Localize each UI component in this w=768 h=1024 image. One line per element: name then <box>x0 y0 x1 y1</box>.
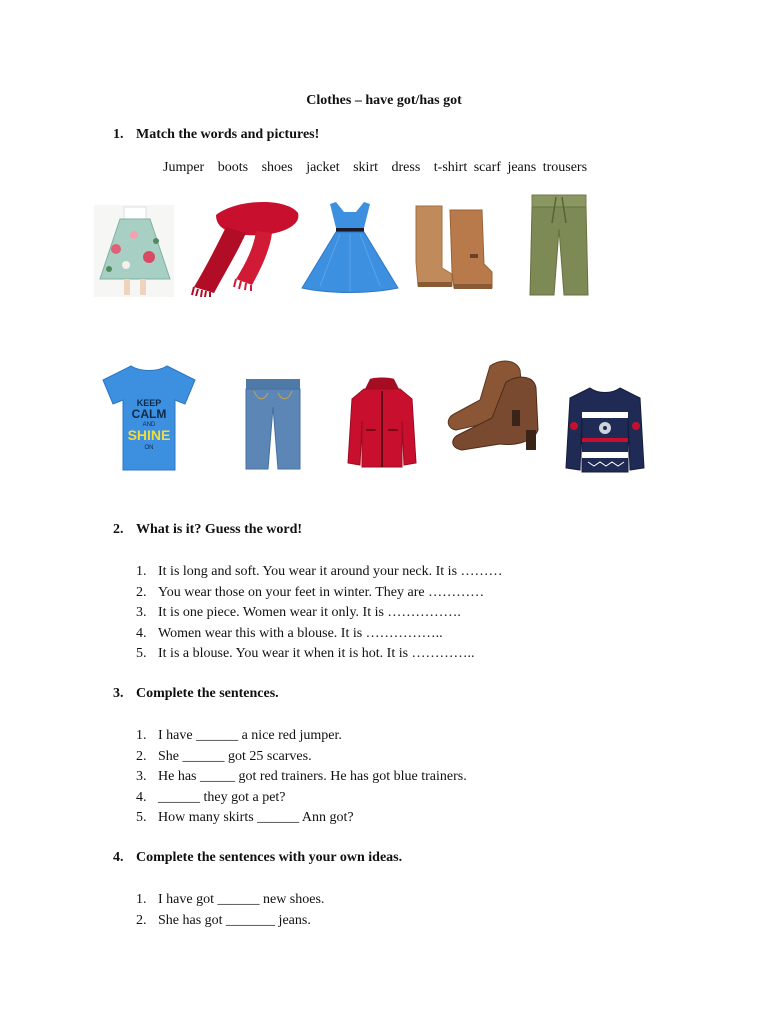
word-trousers: trousers <box>542 160 588 175</box>
section-number: 3. <box>113 686 124 701</box>
section-1-heading <box>113 127 319 143</box>
item-text: Women wear this with a blouse. It is …………….. <box>158 625 443 641</box>
word-scarf: scarf <box>473 160 501 175</box>
section-2-heading <box>113 522 302 538</box>
list-item: 2. She ______ got 25 scarves. <box>136 748 312 764</box>
item-text: I have ______ a nice red jumper. <box>158 728 342 743</box>
tshirt-print-line5: ON <box>144 445 154 451</box>
section-heading-text: Match the words and pictures! <box>136 127 320 142</box>
section-number: 2. <box>113 522 124 537</box>
list-item: 1. It is long and soft. You wear it around your neck. It is ……… <box>136 564 503 579</box>
list-item: 4. Women wear this with a blouse. It is …………….. <box>136 625 443 641</box>
list-item: 2. You wear those on your feet in winter. They are ………… <box>136 584 485 600</box>
jacket-picture <box>346 377 418 469</box>
own-ideas-list <box>136 890 324 931</box>
section-number: 4. <box>113 850 124 865</box>
tshirt-print-line3: AND <box>142 422 156 428</box>
guess-list <box>136 562 503 665</box>
word-dress: dress <box>391 160 421 175</box>
word-jacket: jacket <box>306 160 340 175</box>
dress-picture <box>300 200 400 294</box>
item-text: She has got _______ jeans. <box>158 912 311 928</box>
tshirt-picture <box>101 362 197 472</box>
list-item: 2. She has got _______ jeans. <box>136 912 311 928</box>
section-3-heading <box>113 686 279 702</box>
section-4-heading <box>113 850 402 866</box>
word-jumper: Jumper <box>163 160 205 175</box>
jumper-picture <box>564 386 646 476</box>
section-heading-text: Complete the sentences with your own ideas. <box>136 850 403 865</box>
word-shoes: shoes <box>261 160 293 175</box>
list-item: 1. I have ______ a nice red jumper. <box>136 728 342 743</box>
shoes-picture <box>440 350 550 464</box>
complete-list <box>136 726 467 829</box>
section-heading-text: What is it? Guess the word! <box>136 522 303 537</box>
item-text: ______ they got a pet? <box>158 789 286 805</box>
item-text: It is one piece. Women wear it only. It is ……………. <box>158 605 461 620</box>
item-text: How many skirts ______ Ann got? <box>158 810 354 825</box>
item-text: You wear those on your feet in winter. They are ………… <box>158 584 485 600</box>
worksheet-title: Clothes – have got/has got <box>306 93 462 108</box>
tshirt-print-line2: CALM <box>131 407 167 421</box>
item-text: It is long and soft. You wear it around your neck. It is ……… <box>158 564 503 579</box>
scarf-picture <box>186 197 302 297</box>
tshirt-print-line1: KEEP <box>136 398 162 408</box>
section-heading-text: Complete the sentences. <box>136 686 279 701</box>
word-boots: boots <box>217 160 249 175</box>
skirt-picture <box>94 205 174 297</box>
list-item: 5. It is a blouse. You wear it when it is hot. It is ………….. <box>136 646 475 661</box>
tshirt-print-line4: SHINE <box>127 427 171 443</box>
word-bank <box>163 160 597 176</box>
word-skirt: skirt <box>353 160 378 175</box>
list-item: 3. It is one piece. Women wear it only. It is ……………. <box>136 605 461 620</box>
item-text: I have got ______ new shoes. <box>158 892 325 907</box>
list-item: 1. I have got ______ new shoes. <box>136 892 325 907</box>
boots-picture <box>412 202 494 290</box>
list-item: 3. He has _____ got red trainers. He has got blue trainers. <box>136 769 467 784</box>
item-text: She ______ got 25 scarves. <box>158 748 312 764</box>
trousers-picture <box>526 193 592 297</box>
word-tshirt: t-shirt <box>433 160 468 175</box>
jeans-picture <box>244 377 302 471</box>
section-number: 1. <box>113 127 124 142</box>
list-item: 5. How many skirts ______ Ann got? <box>136 810 354 825</box>
list-item: 4. ______ they got a pet? <box>136 789 286 805</box>
word-jeans: jeans <box>507 160 537 175</box>
item-text: He has _____ got red trainers. He has got blue trainers. <box>158 769 467 784</box>
item-text: It is a blouse. You wear it when it is hot. It is ………….. <box>158 646 475 661</box>
